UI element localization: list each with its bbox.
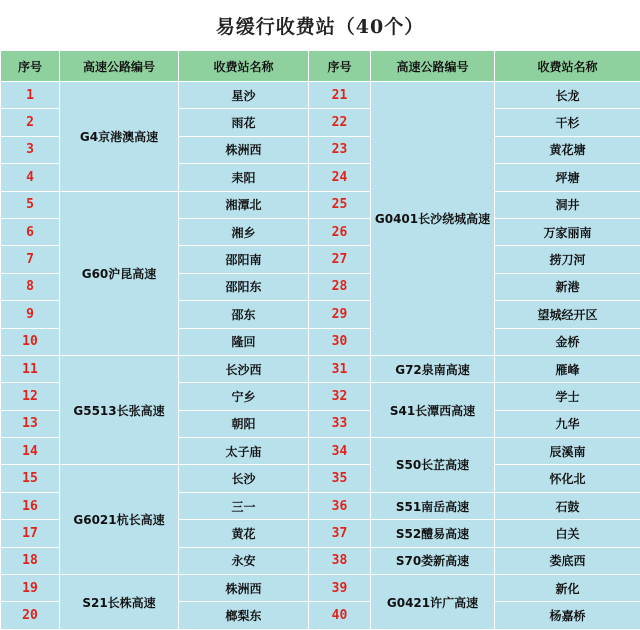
row-index: 9 bbox=[1, 301, 60, 328]
highway-name: S21长株高速 bbox=[60, 575, 179, 630]
row-index: 4 bbox=[1, 164, 60, 191]
row-index: 20 bbox=[1, 602, 60, 630]
row-index: 19 bbox=[1, 575, 60, 602]
row-index: 24 bbox=[309, 164, 371, 191]
row-index: 23 bbox=[309, 136, 371, 163]
station-name: 株洲西 bbox=[179, 136, 309, 163]
header-index-2: 序号 bbox=[309, 51, 371, 82]
station-name: 株洲西 bbox=[179, 575, 309, 602]
row-index: 32 bbox=[309, 383, 371, 410]
station-name: 长沙西 bbox=[179, 355, 309, 382]
highway-name: G72泉南高速 bbox=[371, 355, 495, 382]
station-name: 长龙 bbox=[495, 82, 640, 109]
station-name: 三一 bbox=[179, 492, 309, 519]
highway-name: G0421许广高速 bbox=[371, 575, 495, 630]
station-name: 洞井 bbox=[495, 191, 640, 218]
station-name: 杨嘉桥 bbox=[495, 602, 640, 630]
row-index: 22 bbox=[309, 109, 371, 136]
row-index: 6 bbox=[1, 218, 60, 245]
station-name: 太子庙 bbox=[179, 438, 309, 465]
row-index: 10 bbox=[1, 328, 60, 355]
station-name: 星沙 bbox=[179, 82, 309, 109]
highway-name: G5513长张高速 bbox=[60, 355, 179, 465]
row-index: 39 bbox=[309, 575, 371, 602]
row-index: 11 bbox=[1, 355, 60, 382]
highway-name: G6021杭长高速 bbox=[60, 465, 179, 575]
page-title: 易缓行收费站（40个） bbox=[0, 0, 640, 50]
station-name: 金桥 bbox=[495, 328, 640, 355]
station-name: 邵东 bbox=[179, 301, 309, 328]
station-name: 邵阳南 bbox=[179, 246, 309, 273]
row-index: 12 bbox=[1, 383, 60, 410]
station-name: 隆回 bbox=[179, 328, 309, 355]
header-station: 收费站名称 bbox=[179, 51, 309, 82]
highway-name: S41长潭西高速 bbox=[371, 383, 495, 438]
row-index: 28 bbox=[309, 273, 371, 300]
highway-name: S50长芷高速 bbox=[371, 438, 495, 493]
highway-name: G60沪昆高速 bbox=[60, 191, 179, 355]
row-index: 31 bbox=[309, 355, 371, 382]
header-highway: 高速公路编号 bbox=[60, 51, 179, 82]
station-name: 邵阳东 bbox=[179, 273, 309, 300]
highway-name: S51南岳高速 bbox=[371, 492, 495, 519]
station-name: 白关 bbox=[495, 520, 640, 547]
row-index: 33 bbox=[309, 410, 371, 437]
station-name: 黄花塘 bbox=[495, 136, 640, 163]
header-station-2: 收费站名称 bbox=[495, 51, 640, 82]
row-index: 8 bbox=[1, 273, 60, 300]
station-name: 望城经开区 bbox=[495, 301, 640, 328]
row-index: 29 bbox=[309, 301, 371, 328]
station-name: 朝阳 bbox=[179, 410, 309, 437]
toll-station-table bbox=[0, 50, 640, 630]
row-index: 14 bbox=[1, 438, 60, 465]
row-index: 5 bbox=[1, 191, 60, 218]
station-name: 榔梨东 bbox=[179, 602, 309, 630]
highway-name: G0401长沙绕城高速 bbox=[371, 82, 495, 356]
station-name: 耒阳 bbox=[179, 164, 309, 191]
row-index: 18 bbox=[1, 547, 60, 574]
row-index: 40 bbox=[309, 602, 371, 630]
row-index: 7 bbox=[1, 246, 60, 273]
row-index: 27 bbox=[309, 246, 371, 273]
row-index: 1 bbox=[1, 82, 60, 109]
table-row bbox=[1, 465, 640, 492]
station-name: 娄底西 bbox=[495, 547, 640, 574]
station-name: 雁峰 bbox=[495, 355, 640, 382]
row-index: 21 bbox=[309, 82, 371, 109]
table-body bbox=[1, 82, 640, 630]
row-index: 17 bbox=[1, 520, 60, 547]
row-index: 16 bbox=[1, 492, 60, 519]
table-row bbox=[1, 82, 640, 109]
station-name: 湘潭北 bbox=[179, 191, 309, 218]
row-index: 37 bbox=[309, 520, 371, 547]
row-index: 35 bbox=[309, 465, 371, 492]
row-index: 30 bbox=[309, 328, 371, 355]
highway-name: S70娄新高速 bbox=[371, 547, 495, 574]
row-index: 2 bbox=[1, 109, 60, 136]
station-name: 捞刀河 bbox=[495, 246, 640, 273]
table-header-row bbox=[1, 51, 640, 82]
station-name: 黄花 bbox=[179, 520, 309, 547]
header-highway-2: 高速公路编号 bbox=[371, 51, 495, 82]
row-index: 25 bbox=[309, 191, 371, 218]
station-name: 永安 bbox=[179, 547, 309, 574]
station-name: 万家丽南 bbox=[495, 218, 640, 245]
row-index: 13 bbox=[1, 410, 60, 437]
table-row bbox=[1, 355, 640, 382]
station-name: 怀化北 bbox=[495, 465, 640, 492]
row-index: 34 bbox=[309, 438, 371, 465]
row-index: 15 bbox=[1, 465, 60, 492]
station-name: 干杉 bbox=[495, 109, 640, 136]
station-name: 学士 bbox=[495, 383, 640, 410]
station-name: 新化 bbox=[495, 575, 640, 602]
row-index: 38 bbox=[309, 547, 371, 574]
station-name: 雨花 bbox=[179, 109, 309, 136]
station-name: 坪塘 bbox=[495, 164, 640, 191]
station-name: 辰溪南 bbox=[495, 438, 640, 465]
station-name: 长沙 bbox=[179, 465, 309, 492]
station-name: 九华 bbox=[495, 410, 640, 437]
header-index: 序号 bbox=[1, 51, 60, 82]
row-index: 36 bbox=[309, 492, 371, 519]
row-index: 3 bbox=[1, 136, 60, 163]
highway-name: G4京港澳高速 bbox=[60, 82, 179, 192]
station-name: 湘乡 bbox=[179, 218, 309, 245]
highway-name: S52醴易高速 bbox=[371, 520, 495, 547]
row-index: 26 bbox=[309, 218, 371, 245]
table-row bbox=[1, 191, 640, 218]
station-name: 新港 bbox=[495, 273, 640, 300]
station-name: 宁乡 bbox=[179, 383, 309, 410]
station-name: 石鼓 bbox=[495, 492, 640, 519]
table-row bbox=[1, 575, 640, 602]
